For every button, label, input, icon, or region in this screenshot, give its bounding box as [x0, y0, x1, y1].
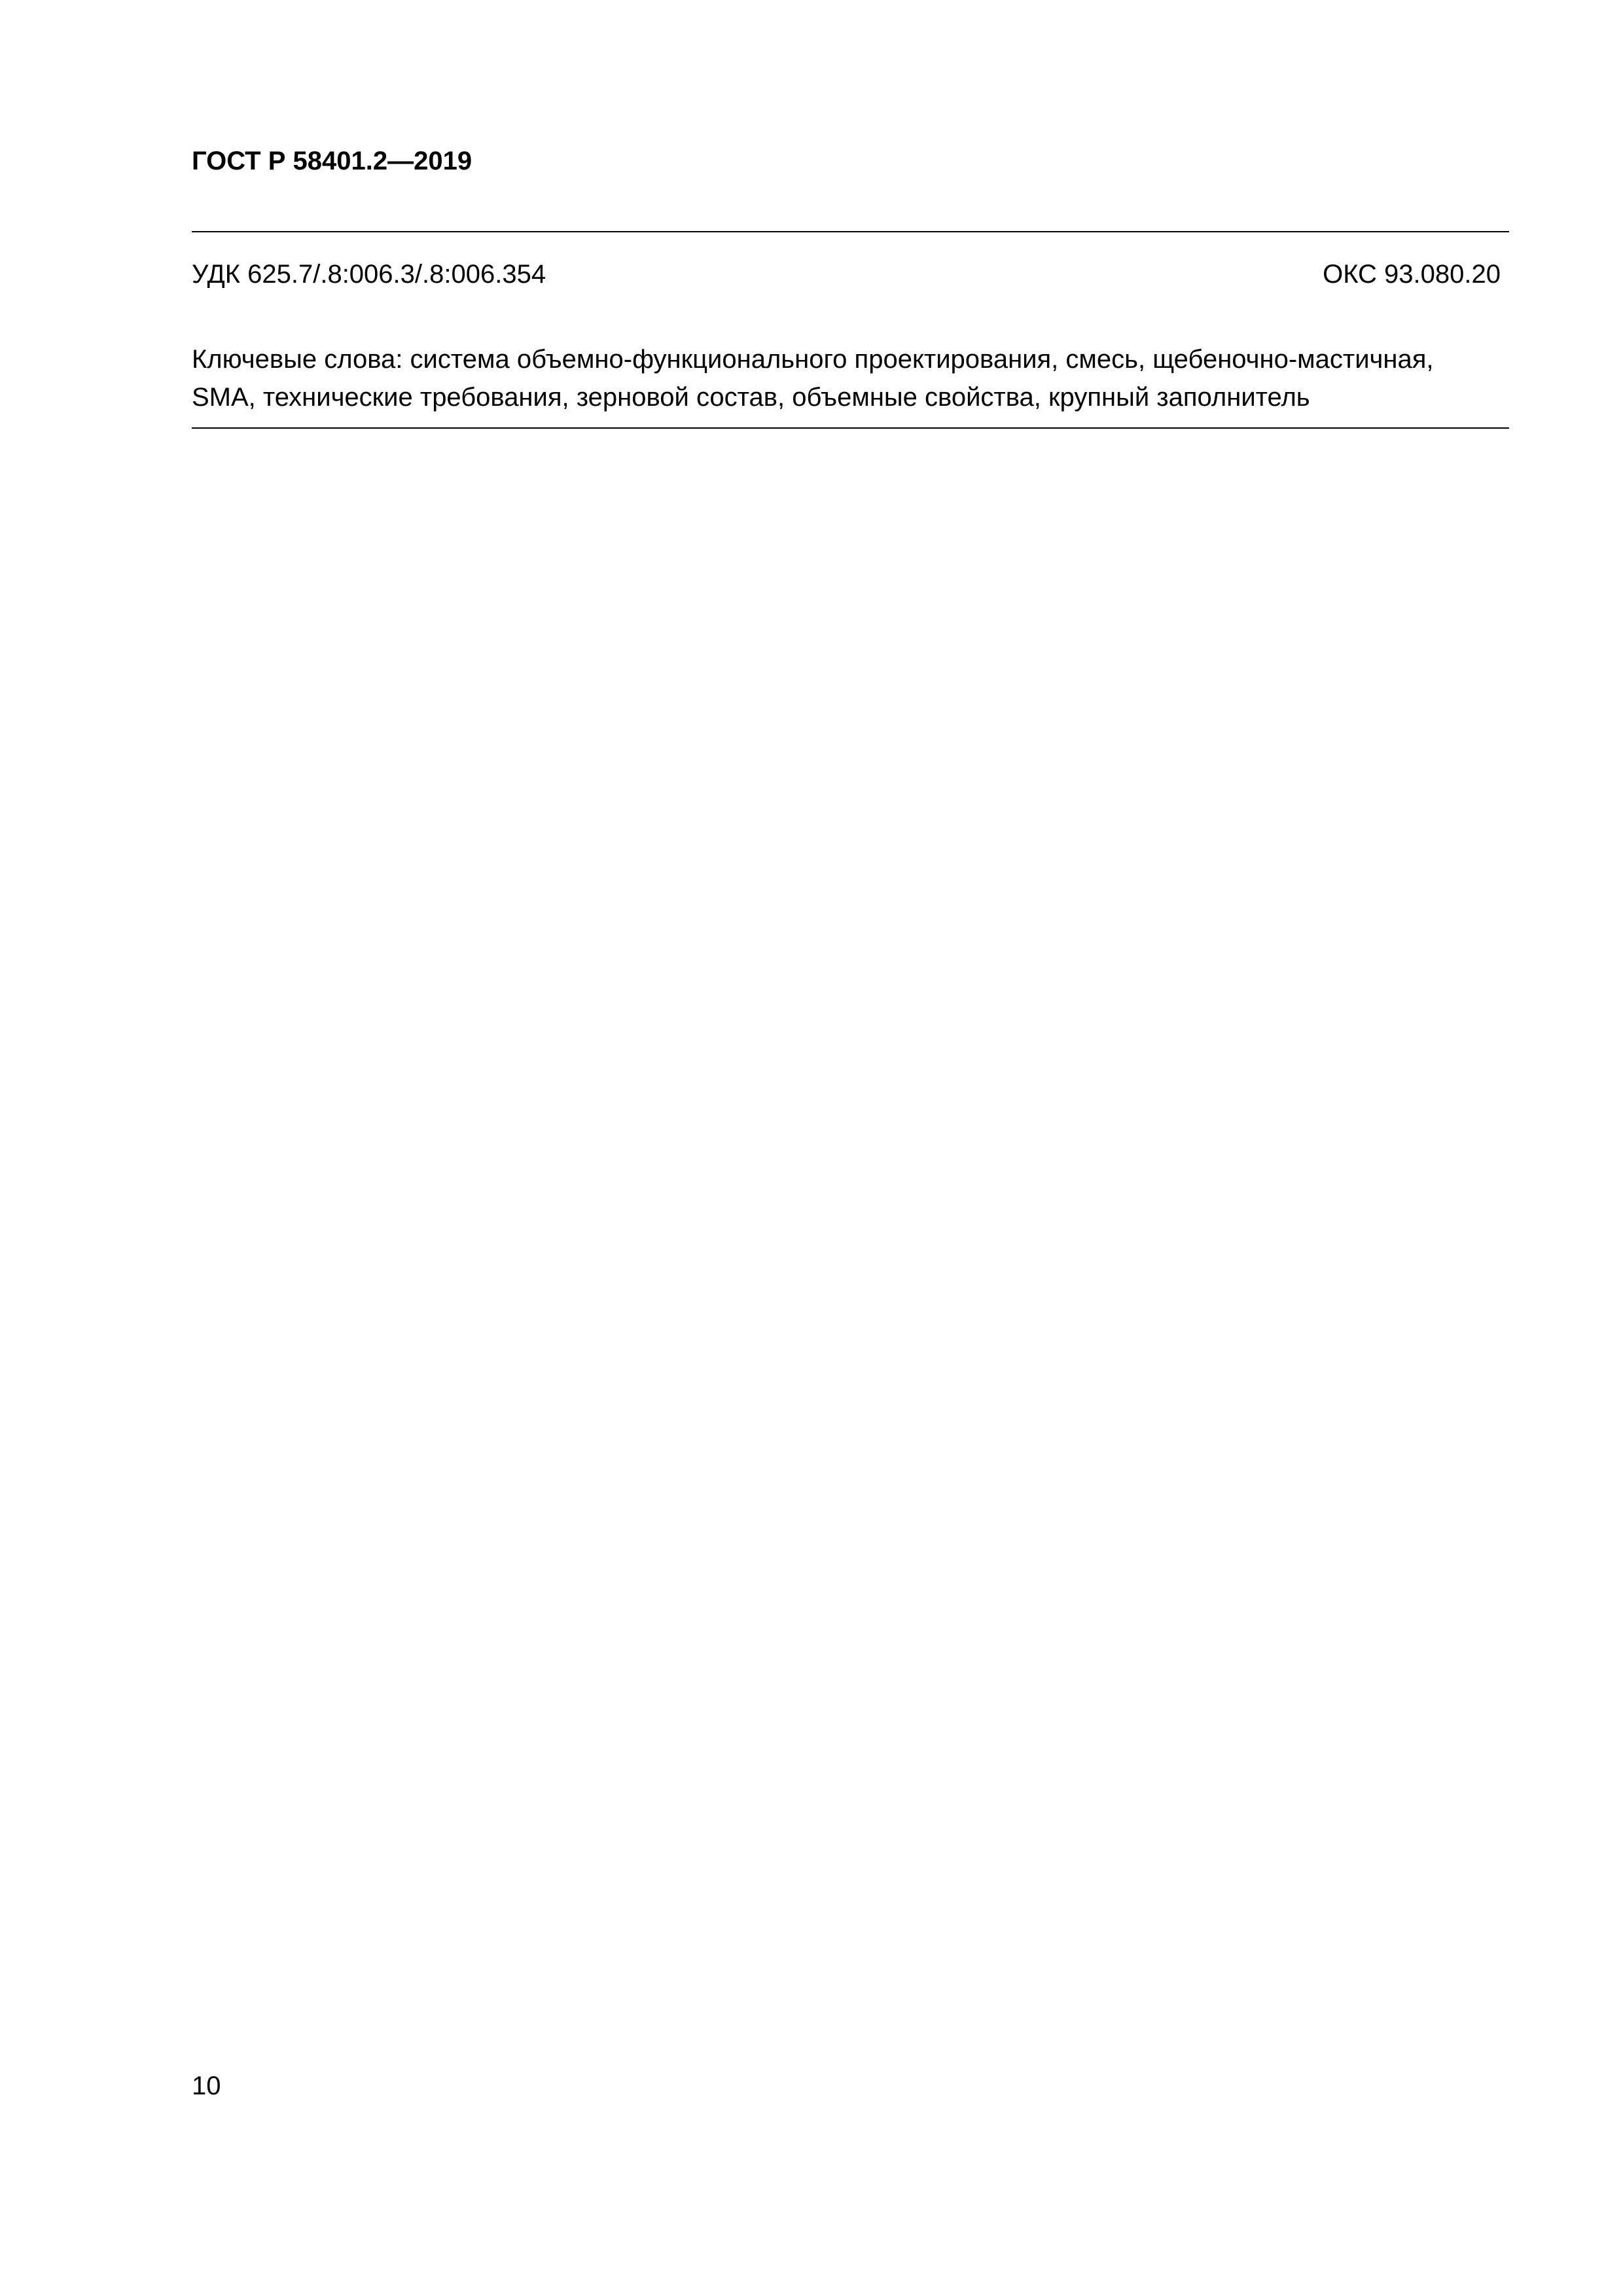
keywords-line-2: SMA, технические требования, зерновой состав, объемные свойства, крупный заполнитель — [192, 383, 1310, 412]
document-id: ГОСТ Р 58401.2—2019 — [192, 147, 473, 175]
oks-code: ОКС 93.080.20 — [1323, 260, 1501, 289]
keywords-line-1: Ключевые слова: система объемно-функционального проектирования, смесь, щебеночно-мастичная, — [192, 345, 1434, 374]
page-number: 10 — [192, 2072, 221, 2100]
top-divider — [192, 231, 1509, 232]
keywords-paragraph — [192, 340, 1517, 416]
bottom-divider — [192, 427, 1509, 429]
udk-code: УДК 625.7/.8:006.3/.8:006.354 — [192, 260, 546, 289]
